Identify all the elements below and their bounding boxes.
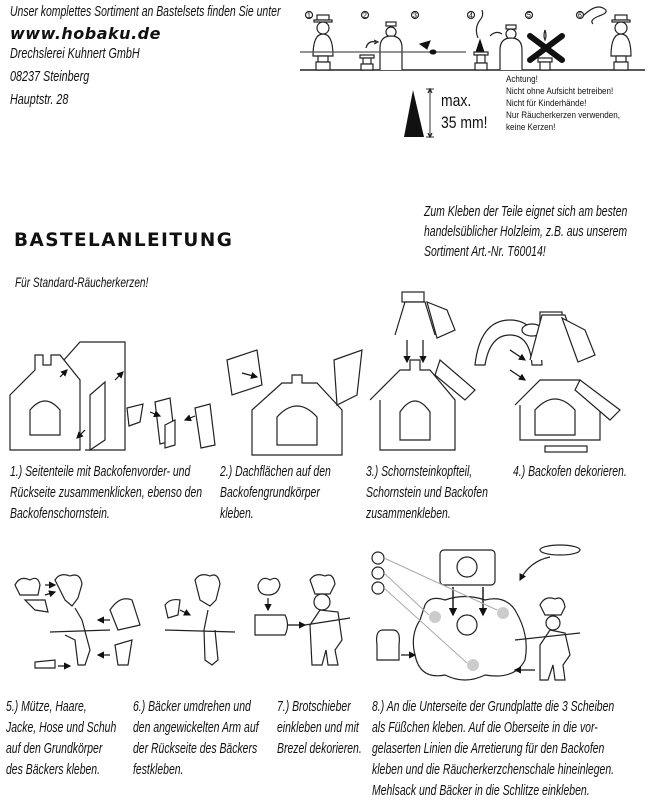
step-8-text [372, 697, 614, 802]
step-line: Rückseite zusammenklicken, ebenso den [10, 485, 203, 501]
max-label-line2: 35 mm! [441, 113, 488, 132]
cone-size-diagram [400, 85, 440, 140]
no-candle-icon [530, 30, 562, 70]
step-line: den angewickelten Arm auf [133, 720, 259, 736]
step-line: Brezel dekorieren. [277, 741, 362, 757]
street-address: Hauptstr. 28 [10, 91, 69, 108]
usage-sequence-illustration [300, 0, 649, 75]
smoker-figure-icon [313, 15, 333, 70]
svg-text:1: 1 [307, 12, 311, 20]
step-line: des Bäckers kleben. [6, 762, 101, 778]
step-line: auf den Grundkörper [6, 741, 103, 757]
step-line: Mehlsack und Bäcker in die Schlitze einkleben. [372, 783, 590, 799]
step-line: Schornstein und Backofen [366, 485, 488, 501]
website-link[interactable]: www.hobaku.de [10, 24, 161, 43]
step8-illustration [365, 535, 645, 690]
insert-cone-icon [474, 10, 522, 70]
step-line: 5.) Mütze, Haare, [6, 699, 87, 715]
step-3-text [366, 462, 488, 525]
postal-city: 08237 Steinberg [10, 68, 90, 85]
step-line: 4.) Backofen dekorieren. [513, 464, 627, 480]
step-7-text [277, 697, 362, 760]
step-line: kleben. [220, 506, 254, 522]
step-2-text [220, 462, 331, 525]
step-line: 8.) An die Unterseite der Grundplatte die 3 Scheiben [372, 699, 615, 715]
step7-illustration [250, 570, 360, 670]
step-line: Backofenschornstein. [10, 506, 110, 522]
max-label-line1: max. [441, 91, 472, 110]
step-5-text [6, 697, 116, 781]
step-line: 1.) Seitenteile mit Backofenvorder- und [10, 464, 191, 480]
step-line: festkleben. [133, 762, 184, 778]
warning-line: Nicht für Kinderhände! [506, 98, 587, 109]
step-line: 7.) Brotschieber [277, 699, 351, 715]
warning-line: Nicht ohne Aufsicht betreiben! [506, 86, 614, 97]
svg-text:3: 3 [413, 12, 417, 20]
step-line: Backofengrundkörper [220, 485, 320, 501]
open-figure-icon [360, 22, 402, 70]
company-name: Drechslerei Kuhnert GmbH [10, 45, 140, 62]
svg-text:6: 6 [578, 12, 582, 20]
warning-line: Achtung! [506, 74, 538, 85]
subtitle: Für Standard-Räucherkerzen! [15, 274, 149, 290]
step-line: 2.) Dachflächen auf den [220, 464, 331, 480]
glue-note-line: Sortiment Art.-Nr. T60014! [424, 244, 546, 260]
svg-text:4: 4 [469, 12, 473, 20]
step-4-text [513, 462, 627, 483]
step-line: 6.) Bäcker umdrehen und [133, 699, 251, 715]
step-number-markers [306, 12, 584, 20]
step-line: Jacke, Hose und Schuh [6, 720, 117, 736]
step-line: zusammenkleben. [366, 506, 451, 522]
step3-illustration [365, 290, 480, 460]
svg-text:2: 2 [363, 12, 367, 20]
step-line: als Füßchen kleben. Auf die Oberseite in die vor- [372, 720, 598, 736]
step-line: der Rückseite des Bäckers [133, 741, 258, 757]
step2-illustration [222, 345, 362, 460]
step5-illustration [10, 570, 150, 670]
step-1-text [10, 462, 202, 525]
step-line: gelaserten Linien die Arretierung für den Backofen [372, 741, 605, 757]
step6-illustration [160, 570, 240, 670]
step-line: einkleben und mit [277, 720, 359, 736]
step-line: 3.) Schornsteinkopfteil, [366, 464, 473, 480]
warning-line: keine Kerzen! [506, 122, 556, 133]
svg-text:5: 5 [527, 12, 531, 20]
warning-line: Nur Räucherkerzen verwenden, [506, 110, 621, 121]
max-size-label [441, 90, 487, 134]
smoking-figure-icon [583, 7, 631, 70]
step-line: kleben und die Räucherkerzchenschale hineinlegen. [372, 762, 615, 778]
step-6-text [133, 697, 259, 781]
intro-text: Unser komplettes Sortiment an Bastelsets finden Sie unter [10, 4, 281, 20]
step1-illustration [5, 320, 220, 455]
glue-note-line: handelsüblicher Holzleim, z.B. aus unserem [424, 224, 628, 240]
glue-note-line: Zum Kleben der Teile eignet sich am besten [424, 204, 628, 220]
page-title: BASTELANLEITUNG [14, 229, 234, 251]
safety-warning [506, 74, 620, 134]
glue-note [424, 202, 627, 262]
step4-illustration [470, 300, 645, 460]
